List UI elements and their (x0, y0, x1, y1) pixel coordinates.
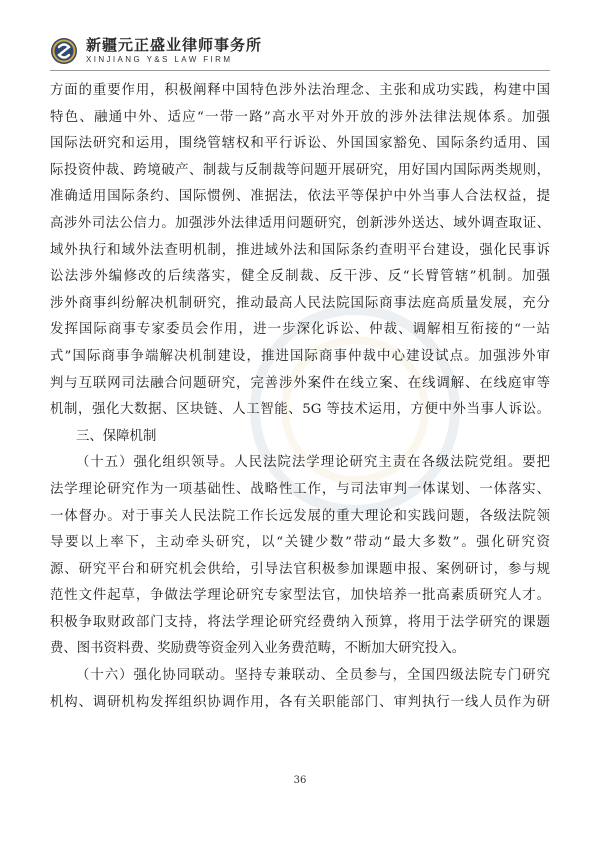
para15-line: 导要以上率下，主动牵头研究，以“关键少数”带动“最大多数”。强化研究资 (50, 535, 550, 551)
para16-line: （十六）强化协同联动。坚持专兼联动、全员参与，全国四级法院专门研究 (76, 668, 550, 684)
body-line: 式”国际商事争端解决机制建设，推进国际商事仲裁中心建设试点。加强涉外审 (50, 348, 550, 364)
firm-name-en: XINJIANG Y&S LAW FIRM (86, 55, 233, 64)
firm-name-cn: 新疆元正盛业律师事务所 (86, 36, 263, 54)
page-number: 36 (293, 775, 307, 786)
para15-line: （十五）强化组织领导。人民法院法学理论研究主责在各级法院党组。要把 (76, 455, 550, 471)
para15-line: 范性文件起草，争做法学理论研究专家型法官，加快培养一批高素质研究人才。 (50, 588, 550, 604)
para16-line: 机构、调研机构发挥组织协调作用，各有关职能部门、审判执行一线人员作为研 (50, 694, 550, 710)
page-header (50, 34, 550, 68)
para15-line: 法学理论研究作为一项基础性、战略性工作，与司法审判一体谋划、一体落实、 (50, 481, 550, 497)
body-line: 讼法涉外编修改的后续落实，健全反制裁、反干涉、反“长臂管辖”机制。加强 (50, 269, 550, 285)
body-line: 机制，强化大数据、区块链、人工智能、5G 等技术运用，方便中外当事人诉讼。 (50, 402, 550, 418)
body-line: 方面的重要作用，积极阐释中国特色涉外法治理念、主张和成功实践，构建中国 (50, 83, 550, 98)
body-line: 涉外商事纠纷解决机制研究，推动最高人民法院国际商事法庭高质量发展，充分 (50, 295, 550, 311)
body-line: 特色、融通中外、适应“一带一路”高水平对外开放的涉外法律法规体系。加强 (50, 109, 550, 125)
para15-line: 一体督办。对于事关人民法院工作长远发展的重大理论和实践问题，各级法院领 (50, 508, 550, 524)
body-line: 准确适用国际条约、国际惯例、准据法，依法平等保护中外当事人合法权益，提 (50, 189, 550, 205)
firm-brand (86, 38, 262, 64)
section-heading: 三、保障机制 (76, 428, 157, 444)
header-divider (50, 70, 550, 71)
body-line: 国际法研究和运用，围绕管辖权和平行诉讼、外国国家豁免、国际条约适用、国 (50, 136, 550, 152)
para15-line: 源、研究平台和研究机会供给，引导法官积极参加课题申报、案例研讨，参与规 (50, 561, 550, 577)
body-line: 发挥国际商事专家委员会作用，进一步深化诉讼、仲裁、调解相互衔接的“一站 (50, 322, 550, 338)
para15-line: 费、图书资料费、奖励费等资金列入业务费范畴，不断加大研究投入。 (50, 641, 466, 657)
body-line: 判与互联网司法融合问题研究，完善涉外案件在线立案、在线调解、在线庭审等 (50, 375, 550, 391)
body-line: 高涉外司法公信力。加强涉外法律适用问题研究，创新涉外送达、域外调查取证、 (50, 215, 550, 231)
document-body (50, 78, 550, 716)
body-line: 际投资仲裁、跨境破产、制裁与反制裁等问题开展研究，用好国内国际两类规则， (50, 162, 550, 178)
firm-logo-icon (50, 37, 78, 65)
para15-line: 积极争取财政部门支持，将法学理论研究经费纳入预算，将用于法学研究的课题 (50, 614, 550, 630)
body-line: 域外执行和域外法查明机制，推进域外法和国际条约查明平台建设，强化民事诉 (50, 242, 550, 258)
